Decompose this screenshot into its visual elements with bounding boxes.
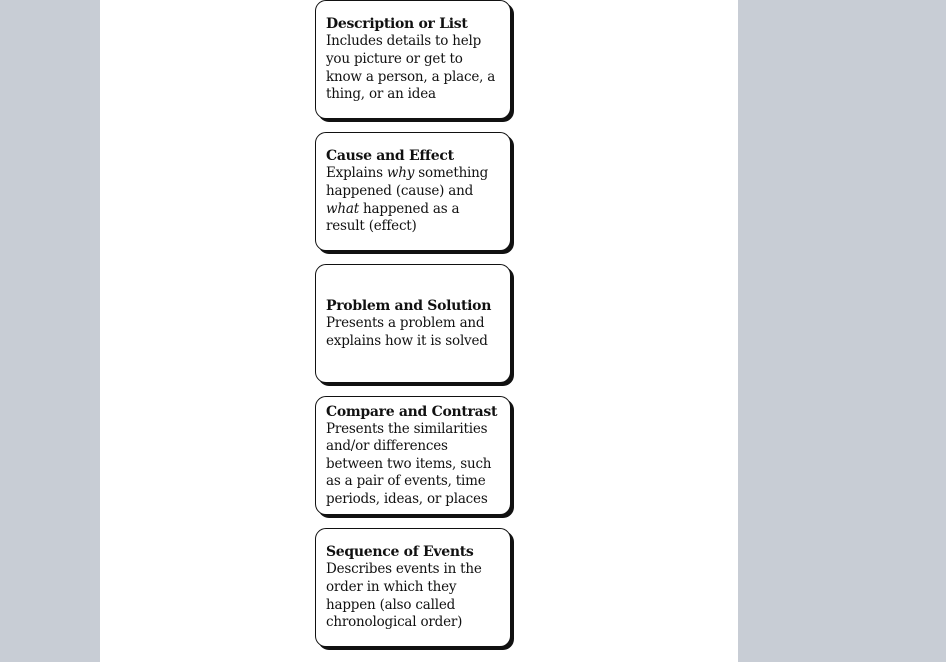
document-page [100, 0, 738, 662]
desc-text: Explains [326, 165, 387, 182]
desc-text: Describes events in the order in which they happen (also called chronological order) [326, 561, 482, 631]
card-cause-and-effect [315, 132, 511, 251]
desc-text: Includes details to help you picture or get to know a person, a place, a thing, or an idea [326, 33, 496, 103]
card-description [326, 165, 502, 235]
card-title: Problem and Solution [326, 297, 492, 314]
card-sequence-of-events [315, 528, 511, 647]
card-description [326, 561, 502, 631]
card-problem-and-solution [315, 264, 511, 383]
desc-text: something happened (cause) and [326, 165, 489, 199]
desc-emphasis: what [326, 200, 359, 217]
card-title: Cause and Effect [326, 148, 454, 165]
card-description [326, 33, 502, 103]
desc-text: Presents the similarities and/or differences between two items, such as a pair of events, time periods, ideas, or places [326, 420, 492, 507]
desc-emphasis: why [386, 165, 415, 182]
card-title: Sequence of Events [326, 544, 474, 561]
desc-text: happened as a result (effect) [326, 200, 460, 235]
card-description [326, 315, 502, 350]
card-compare-and-contrast [315, 396, 511, 515]
card-description [326, 421, 502, 509]
card-title: Compare and Contrast [326, 403, 498, 420]
desc-text: Presents a problem and explains how it is solved [326, 314, 488, 349]
card-title: Description or List [326, 16, 468, 33]
card-description-or-list [315, 0, 511, 119]
